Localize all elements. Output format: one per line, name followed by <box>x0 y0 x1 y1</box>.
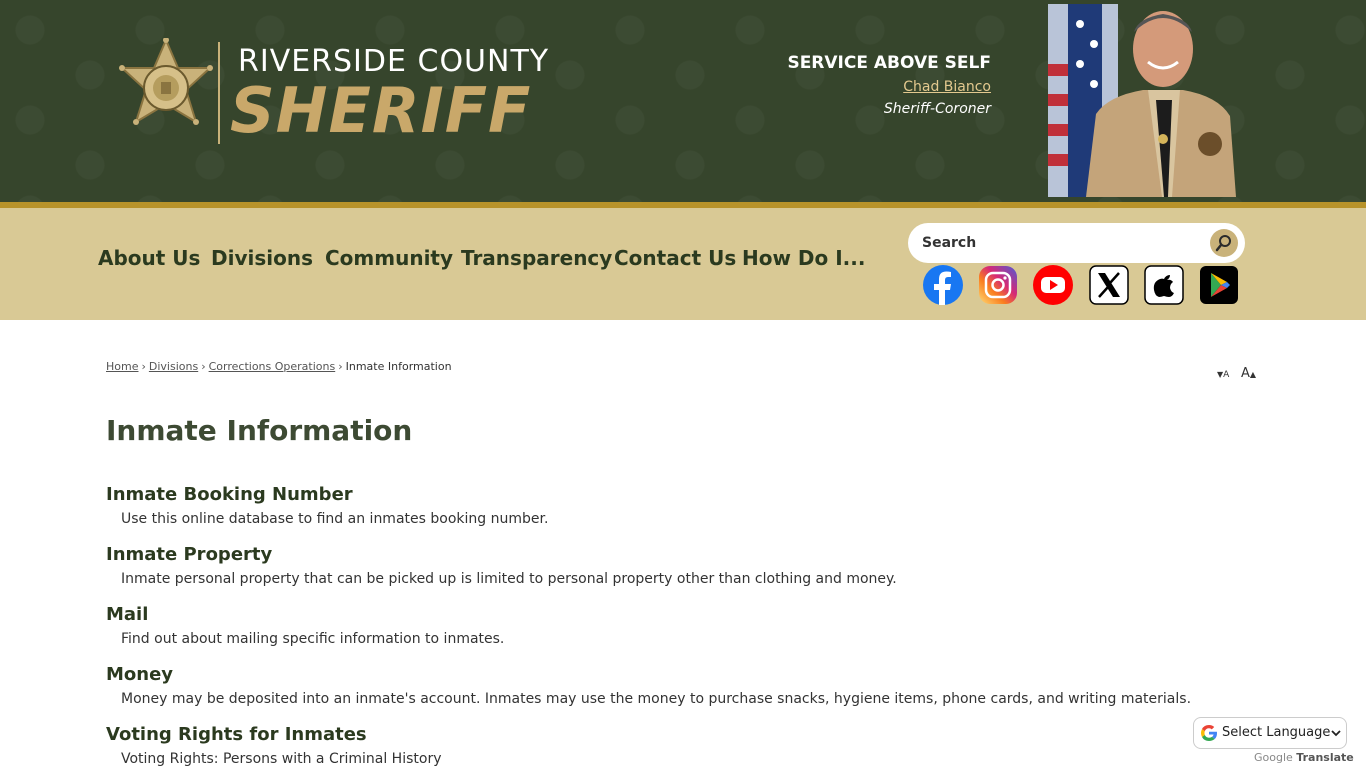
sheriff-role: Sheriff-Coroner <box>883 101 991 117</box>
breadcrumb-home[interactable]: Home <box>106 360 139 373</box>
search-input[interactable] <box>922 233 1192 253</box>
caret-up-icon: ▲ <box>1249 370 1257 379</box>
caret-down-icon: ▼ <box>1217 370 1224 379</box>
nav-how-do-i[interactable]: How Do I... <box>742 246 866 270</box>
breadcrumb-divisions[interactable]: Divisions <box>148 360 199 373</box>
entry-title-money[interactable]: Money <box>106 664 174 685</box>
site-logo[interactable] <box>118 38 558 148</box>
entry-desc-inmate-property: Inmate personal property that can be picked up is limited to personal property other than clothing and money. <box>121 571 897 587</box>
nav-about-us[interactable]: About Us <box>98 246 201 270</box>
breadcrumb-corrections-operations[interactable]: Corrections Operations <box>208 360 336 373</box>
sheriff-name-link[interactable]: Chad Bianco <box>903 79 991 95</box>
entry-title-inmate-property[interactable]: Inmate Property <box>106 544 273 565</box>
powered-by-google <box>1254 751 1354 764</box>
main-nav <box>0 208 1366 320</box>
entry-desc-money: Money may be deposited into an inmate's account. Inmates may use the money to purchase snacks, hygiene items, phone cards, and writing materials. <box>121 691 1192 707</box>
increase-text-size-button[interactable] <box>1241 362 1256 381</box>
site-header <box>0 0 1366 202</box>
youtube-icon[interactable] <box>1033 265 1073 305</box>
sheriff-portrait <box>1048 4 1238 197</box>
search-button[interactable] <box>1210 229 1238 257</box>
entry-desc-mail: Find out about mailing specific information to inmates. <box>121 631 505 647</box>
page-title: Inmate Information <box>106 414 413 447</box>
entry-desc-voting-rights: Voting Rights: Persons with a Criminal History <box>121 751 442 767</box>
logo-divider <box>218 42 220 144</box>
facebook-icon[interactable] <box>923 265 963 305</box>
motto-title: SERVICE ABOVE SELF <box>787 53 991 73</box>
search-icon <box>1210 229 1238 257</box>
logo-sheriff-text: SHERIFF <box>230 74 532 147</box>
entry-title-booking-number[interactable]: Inmate Booking Number <box>106 484 353 505</box>
nav-community[interactable]: Community <box>325 246 454 270</box>
nav-transparency[interactable]: Transparency <box>461 246 613 270</box>
google-label: Google <box>1254 751 1293 764</box>
increase-text-label: A <box>1241 366 1250 381</box>
breadcrumb: Home › Divisions › Corrections Operations › Inmate Information <box>106 360 452 373</box>
decrease-text-label: A <box>1223 370 1230 380</box>
search-box <box>908 223 1245 263</box>
google-g-icon <box>1200 724 1218 742</box>
translate-link[interactable]: Translate <box>1296 751 1354 764</box>
sheriff-motto <box>787 53 991 117</box>
instagram-icon[interactable] <box>978 265 1018 305</box>
breadcrumb-current: Inmate Information <box>345 360 452 373</box>
entry-desc-booking-number: Use this online database to find an inmates booking number. <box>121 511 549 527</box>
sheriff-badge-icon <box>118 38 214 144</box>
apple-app-icon[interactable] <box>1144 265 1184 305</box>
logo-county-text: RIVERSIDE COUNTY <box>238 44 550 79</box>
entry-title-mail[interactable]: Mail <box>106 604 149 625</box>
chevron-down-icon <box>1331 728 1341 738</box>
language-select-label: Select Language <box>1222 725 1331 740</box>
google-play-icon[interactable] <box>1199 265 1239 305</box>
entry-title-voting-rights[interactable]: Voting Rights for Inmates <box>106 724 367 745</box>
nav-contact-us[interactable]: Contact Us <box>614 246 737 270</box>
nav-divisions[interactable]: Divisions <box>211 246 313 270</box>
language-select[interactable] <box>1193 717 1347 749</box>
x-icon[interactable] <box>1089 265 1129 305</box>
decrease-text-size-button[interactable] <box>1217 362 1229 381</box>
